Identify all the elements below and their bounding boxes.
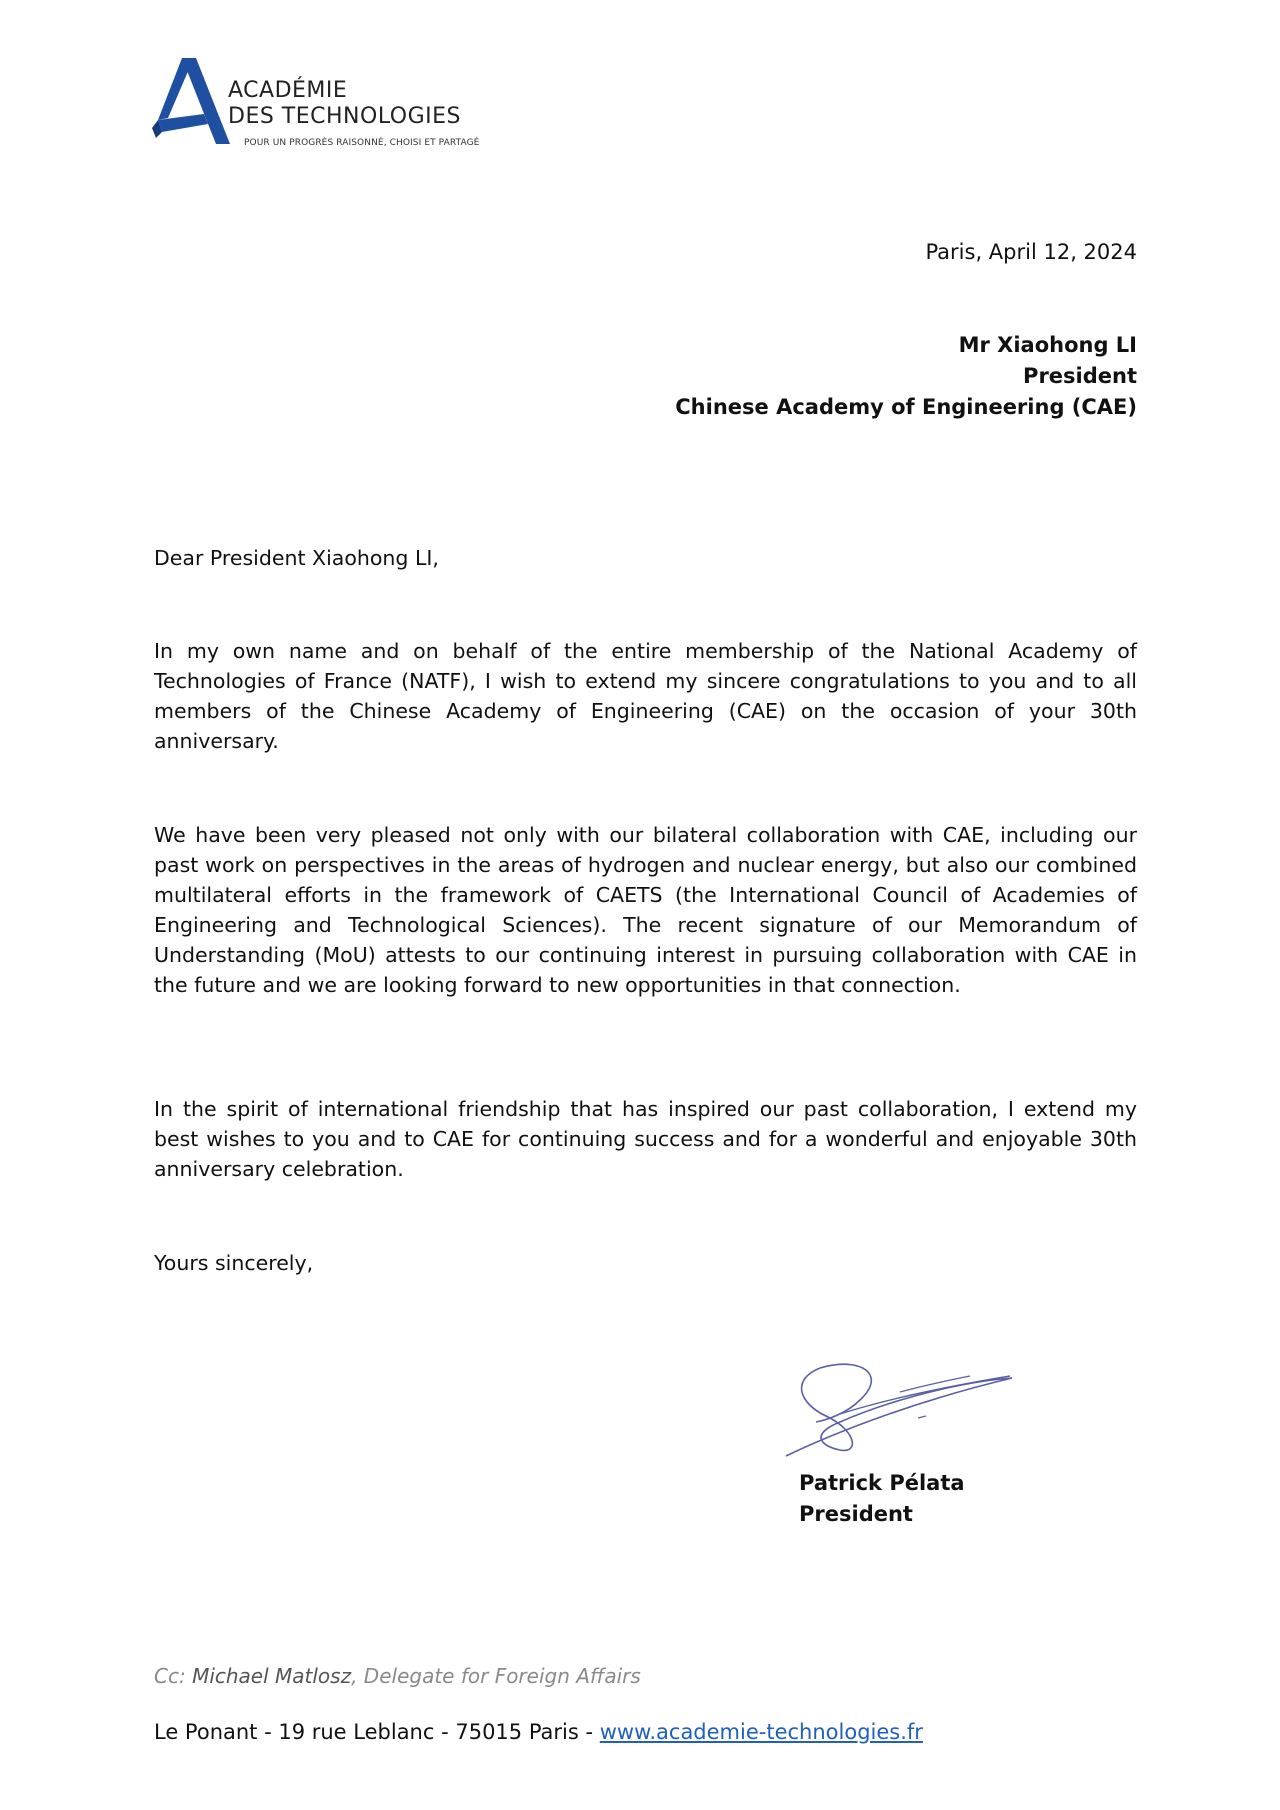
academie-a-logo-icon	[152, 58, 238, 144]
closing: Yours sincerely,	[154, 1251, 314, 1275]
handwritten-signature-icon	[780, 1360, 1020, 1460]
cc-line	[154, 1664, 641, 1688]
address-text: Le Ponant - 19 rue Leblanc - 75015 Paris -	[154, 1720, 600, 1744]
footer-address	[154, 1720, 923, 1744]
logo-title-line2: DES TECHNOLOGIES	[228, 104, 462, 129]
signatory-block	[799, 1468, 965, 1530]
letter-date: Paris, April 12, 2024	[925, 240, 1137, 264]
cc-name: Michael Matlosz	[192, 1664, 352, 1688]
signatory-name: Patrick Pélata	[799, 1471, 965, 1495]
cc-role: , Delegate for Foreign Affairs	[351, 1664, 641, 1688]
paragraph-2: We have been very pleased not only with our bilateral collaboration with CAE, including our past work on perspectives in the areas of hydrogen and nuclear energy, but also our combined multilateral efforts in the framework of CAETS (the International Council of Academies of Engineering and Technological Sciences). The recent signature of our Memorandum of Understanding (MoU) attests to our continuing interest in pursuing collaboration with CAE in the future and we are looking forward to new opportunities in that connection.	[154, 823, 1137, 997]
recipient-name: Mr Xiaohong LI	[958, 333, 1137, 357]
cc-label: Cc:	[154, 1664, 193, 1688]
recipient-title: President	[1023, 364, 1137, 388]
recipient-block	[675, 330, 1137, 423]
website-link[interactable]: www.academie-technologies.fr	[599, 1720, 923, 1744]
paragraph-3: In the spirit of international friendship that has inspired our past collaboration, I extend my best wishes to you and to CAE for continuing success and for a wonderful and enjoyable 30th anniversary celebration.	[154, 1097, 1137, 1181]
logo-tagline: POUR UN PROGRÈS RAISONNÉ, CHOISI ET PARTAGÉ	[244, 138, 480, 148]
academie-logo	[152, 58, 492, 158]
salutation: Dear President Xiaohong LI,	[154, 546, 439, 570]
signatory-title: President	[799, 1502, 913, 1526]
paragraph-1: In my own name and on behalf of the entire membership of the National Academy of Technologies of France (NATF), I wish to extend my sincere congratulations to you and to all members of the Chinese Academy of Engineering (CAE) on the occasion of your 30th anniversary.	[154, 639, 1137, 753]
recipient-organization: Chinese Academy of Engineering (CAE)	[675, 395, 1137, 419]
logo-title-line1: ACADÉMIE	[228, 78, 348, 103]
